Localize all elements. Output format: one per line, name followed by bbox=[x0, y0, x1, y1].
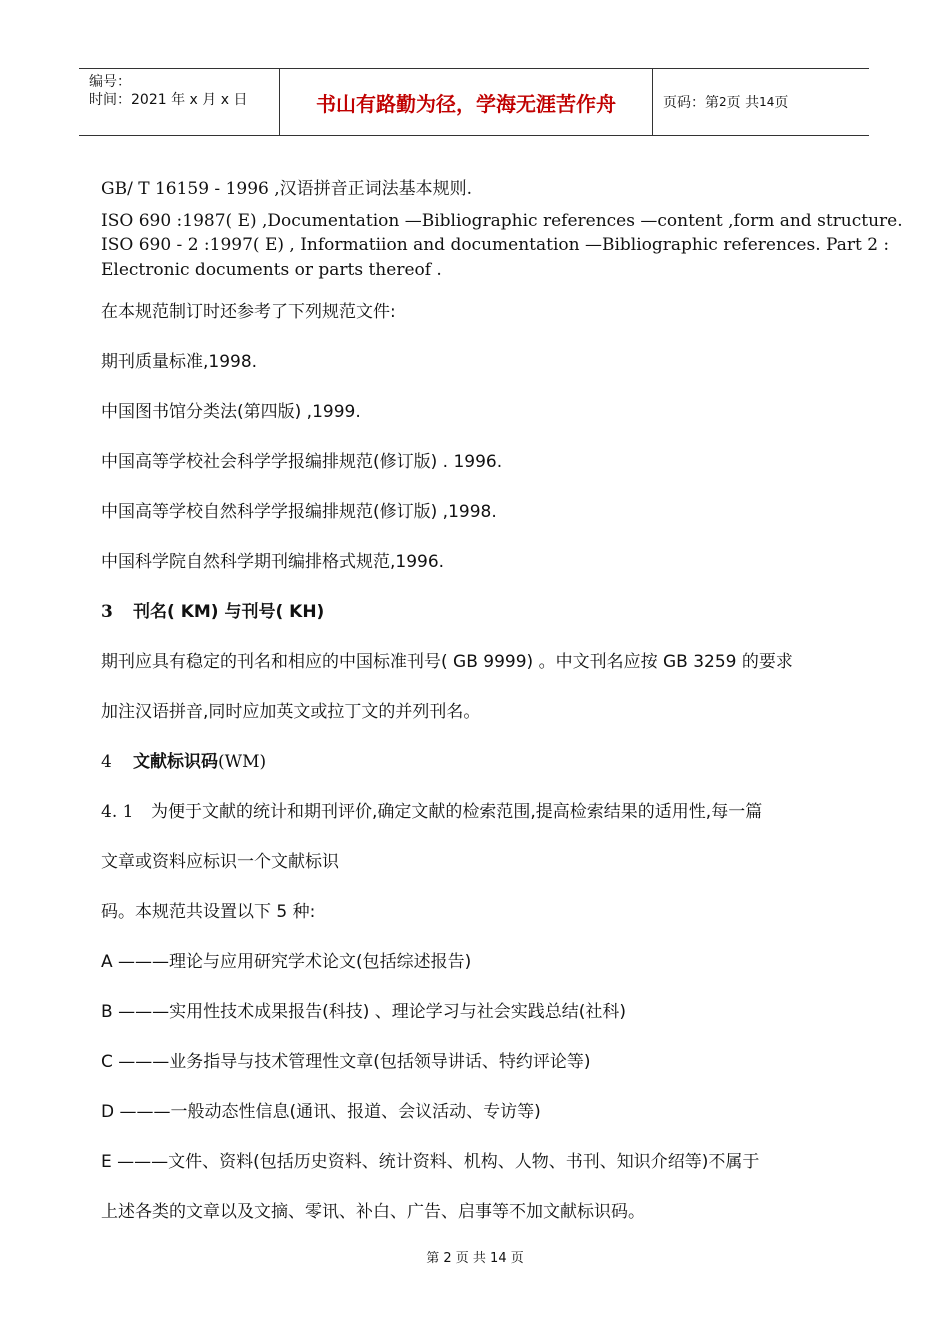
section-3-paragraph: 期刊应具有稳定的刊名和相应的中国标准刊号( GB 9999) 。中文刊名应按 GB 3259 的要求 bbox=[101, 652, 793, 672]
section-3-heading bbox=[101, 597, 324, 622]
page-number: 2 bbox=[719, 95, 727, 109]
doc-time-label: 时间：2021 年 x 月 x 日 bbox=[89, 92, 248, 108]
code-item-a: A ———理论与应用研究学术论文(包括综述报告) bbox=[101, 952, 472, 972]
reference-doc: 期刊质量标准,1998. bbox=[101, 352, 258, 372]
subsection-4-1 bbox=[101, 797, 762, 822]
header-meta bbox=[79, 69, 280, 135]
code-item-e-cont: 上述各类的文章以及文摘、零讯、补白、广告、启事等不加文献标识码。 bbox=[101, 1202, 645, 1222]
page-footer: 第 2 页 共 14 页 bbox=[426, 1251, 524, 1266]
reference-intro: 在本规范制订时还参考了下列规范文件: bbox=[101, 302, 396, 322]
subsection-text-cont: 文章或资料应标识一个文献标识 bbox=[101, 852, 339, 872]
section-number: 4 bbox=[101, 752, 112, 772]
section-number: 3 bbox=[101, 602, 113, 622]
section-title: 刊名( KM) 与刊号( KH) bbox=[133, 602, 325, 622]
header-motto: 书山有路勤为径，学海无涯苦作舟 bbox=[280, 69, 653, 135]
code-item-d: D ———一般动态性信息(通讯、报道、会议活动、专访等) bbox=[101, 1102, 541, 1122]
page-total: 14 bbox=[759, 95, 775, 109]
subsection-text: 为便于文献的统计和期刊评价,确定文献的检索范围,提高检索结果的适用性,每一篇 bbox=[151, 802, 763, 822]
header-page-info bbox=[653, 69, 869, 135]
page-header bbox=[79, 68, 869, 136]
doc-code-label: 编号： bbox=[89, 74, 131, 90]
reference-iso690-2-cont: Electronic documents or parts thereof . bbox=[101, 260, 442, 280]
section-4-heading bbox=[101, 747, 266, 772]
reference-iso690: ISO 690 :1987( E) ,Documentation —Bibliographic references —content ,form and structure. bbox=[101, 211, 903, 231]
reference-iso690-2: ISO 690 - 2 :1997( E) , Informatiion and documentation —Bibliographic references. Part 2 : bbox=[101, 235, 890, 255]
code-item-b: B ———实用性技术成果报告(科技) 、理论学习与社会实践总结(社科) bbox=[101, 1002, 626, 1022]
subsection-number: 4. 1 bbox=[101, 802, 134, 822]
subsection-text-cont: 码。本规范共设置以下 5 种: bbox=[101, 902, 316, 922]
reference-doc: 中国科学院自然科学期刊编排格式规范,1996. bbox=[101, 552, 445, 572]
section-3-paragraph-cont: 加注汉语拼音,同时应加英文或拉丁文的并列刊名。 bbox=[101, 702, 481, 722]
reference-gb16159: GB/ T 16159 - 1996 ,汉语拼音正词法基本规则. bbox=[101, 179, 473, 199]
section-title: 文献标识码 bbox=[133, 752, 218, 772]
page-prefix: 页码：第 bbox=[663, 95, 719, 111]
reference-doc: 中国图书馆分类法(第四版) ,1999. bbox=[101, 402, 361, 422]
page-suffix: 页 bbox=[774, 95, 789, 111]
code-item-e: E ———文件、资料(包括历史资料、统计资料、机构、人物、书刊、知识介绍等)不属于 bbox=[101, 1152, 760, 1172]
reference-doc: 中国高等学校社会科学学报编排规范(修订版) . 1996. bbox=[101, 452, 503, 472]
reference-doc: 中国高等学校自然科学学报编排规范(修订版) ,1998. bbox=[101, 502, 497, 522]
page-mid: 页 共 bbox=[726, 95, 760, 111]
section-title-code: (WM) bbox=[218, 752, 267, 772]
code-item-c: C ———业务指导与技术管理性文章(包括领导讲话、特约评论等) bbox=[101, 1052, 591, 1072]
